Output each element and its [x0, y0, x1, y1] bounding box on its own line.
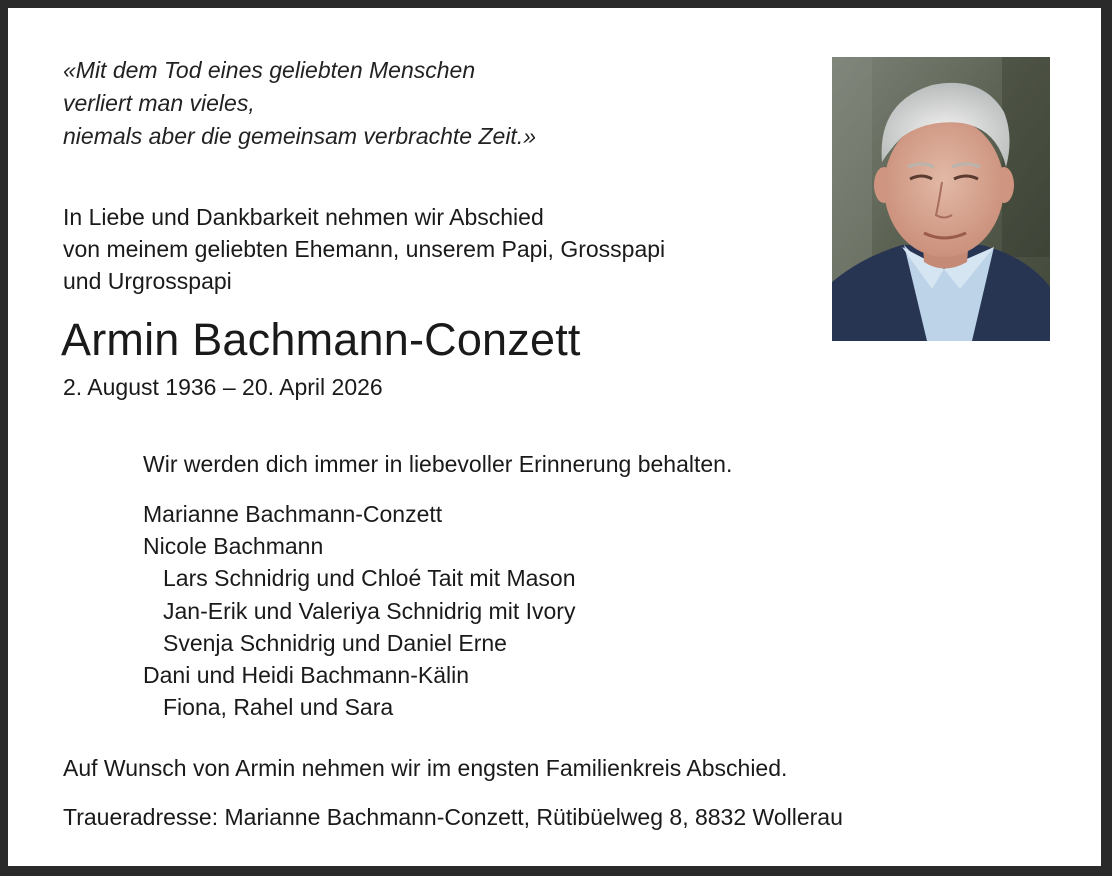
intro-line: und Urgrosspapi [63, 268, 232, 294]
portrait-image [832, 57, 1050, 341]
intro-line: In Liebe und Dankbarkeit nehmen wir Abschied [63, 204, 544, 230]
memorial-quote [63, 54, 536, 153]
quote-line: niemals aber die gemeinsam verbrachte Zeit.» [63, 123, 537, 149]
memory-line: Wir werden dich immer in liebevoller Erinnerung behalten. [143, 451, 733, 477]
family-member: Nicole Bachmann [143, 533, 324, 560]
intro-line: von meinem geliebten Ehemann, unserem Papi, Grosspapi [63, 236, 666, 262]
farewell-intro [63, 201, 665, 297]
life-dates: 2. August 1936 – 20. April 2026 [63, 374, 383, 400]
family-member: Svenja Schnidrig und Daniel Erne [163, 629, 507, 656]
obituary-notice [8, 8, 1101, 866]
family-member: Lars Schnidrig und Chloé Tait mit Mason [163, 565, 576, 592]
family-list [143, 498, 576, 723]
quote-line: verliert man vieles, [63, 90, 255, 116]
quote-line: «Mit dem Tod eines geliebten Menschen [63, 57, 476, 83]
family-member: Dani und Heidi Bachmann-Kälin [143, 662, 470, 689]
family-member: Fiona, Rahel und Sara [163, 694, 394, 721]
portrait-photo [832, 57, 1050, 341]
family-member: Jan-Erik und Valeriya Schnidrig mit Ivory [163, 597, 576, 624]
mourning-address: Traueradresse: Marianne Bachmann-Conzett, Rütibüelweg 8, 8832 Wollerau [63, 804, 843, 830]
family-member: Marianne Bachmann-Conzett [143, 501, 443, 527]
farewell-wish: Auf Wunsch von Armin nehmen wir im engsten Familienkreis Abschied. [63, 755, 788, 781]
deceased-name: Armin Bachmann-Conzett [61, 314, 581, 365]
